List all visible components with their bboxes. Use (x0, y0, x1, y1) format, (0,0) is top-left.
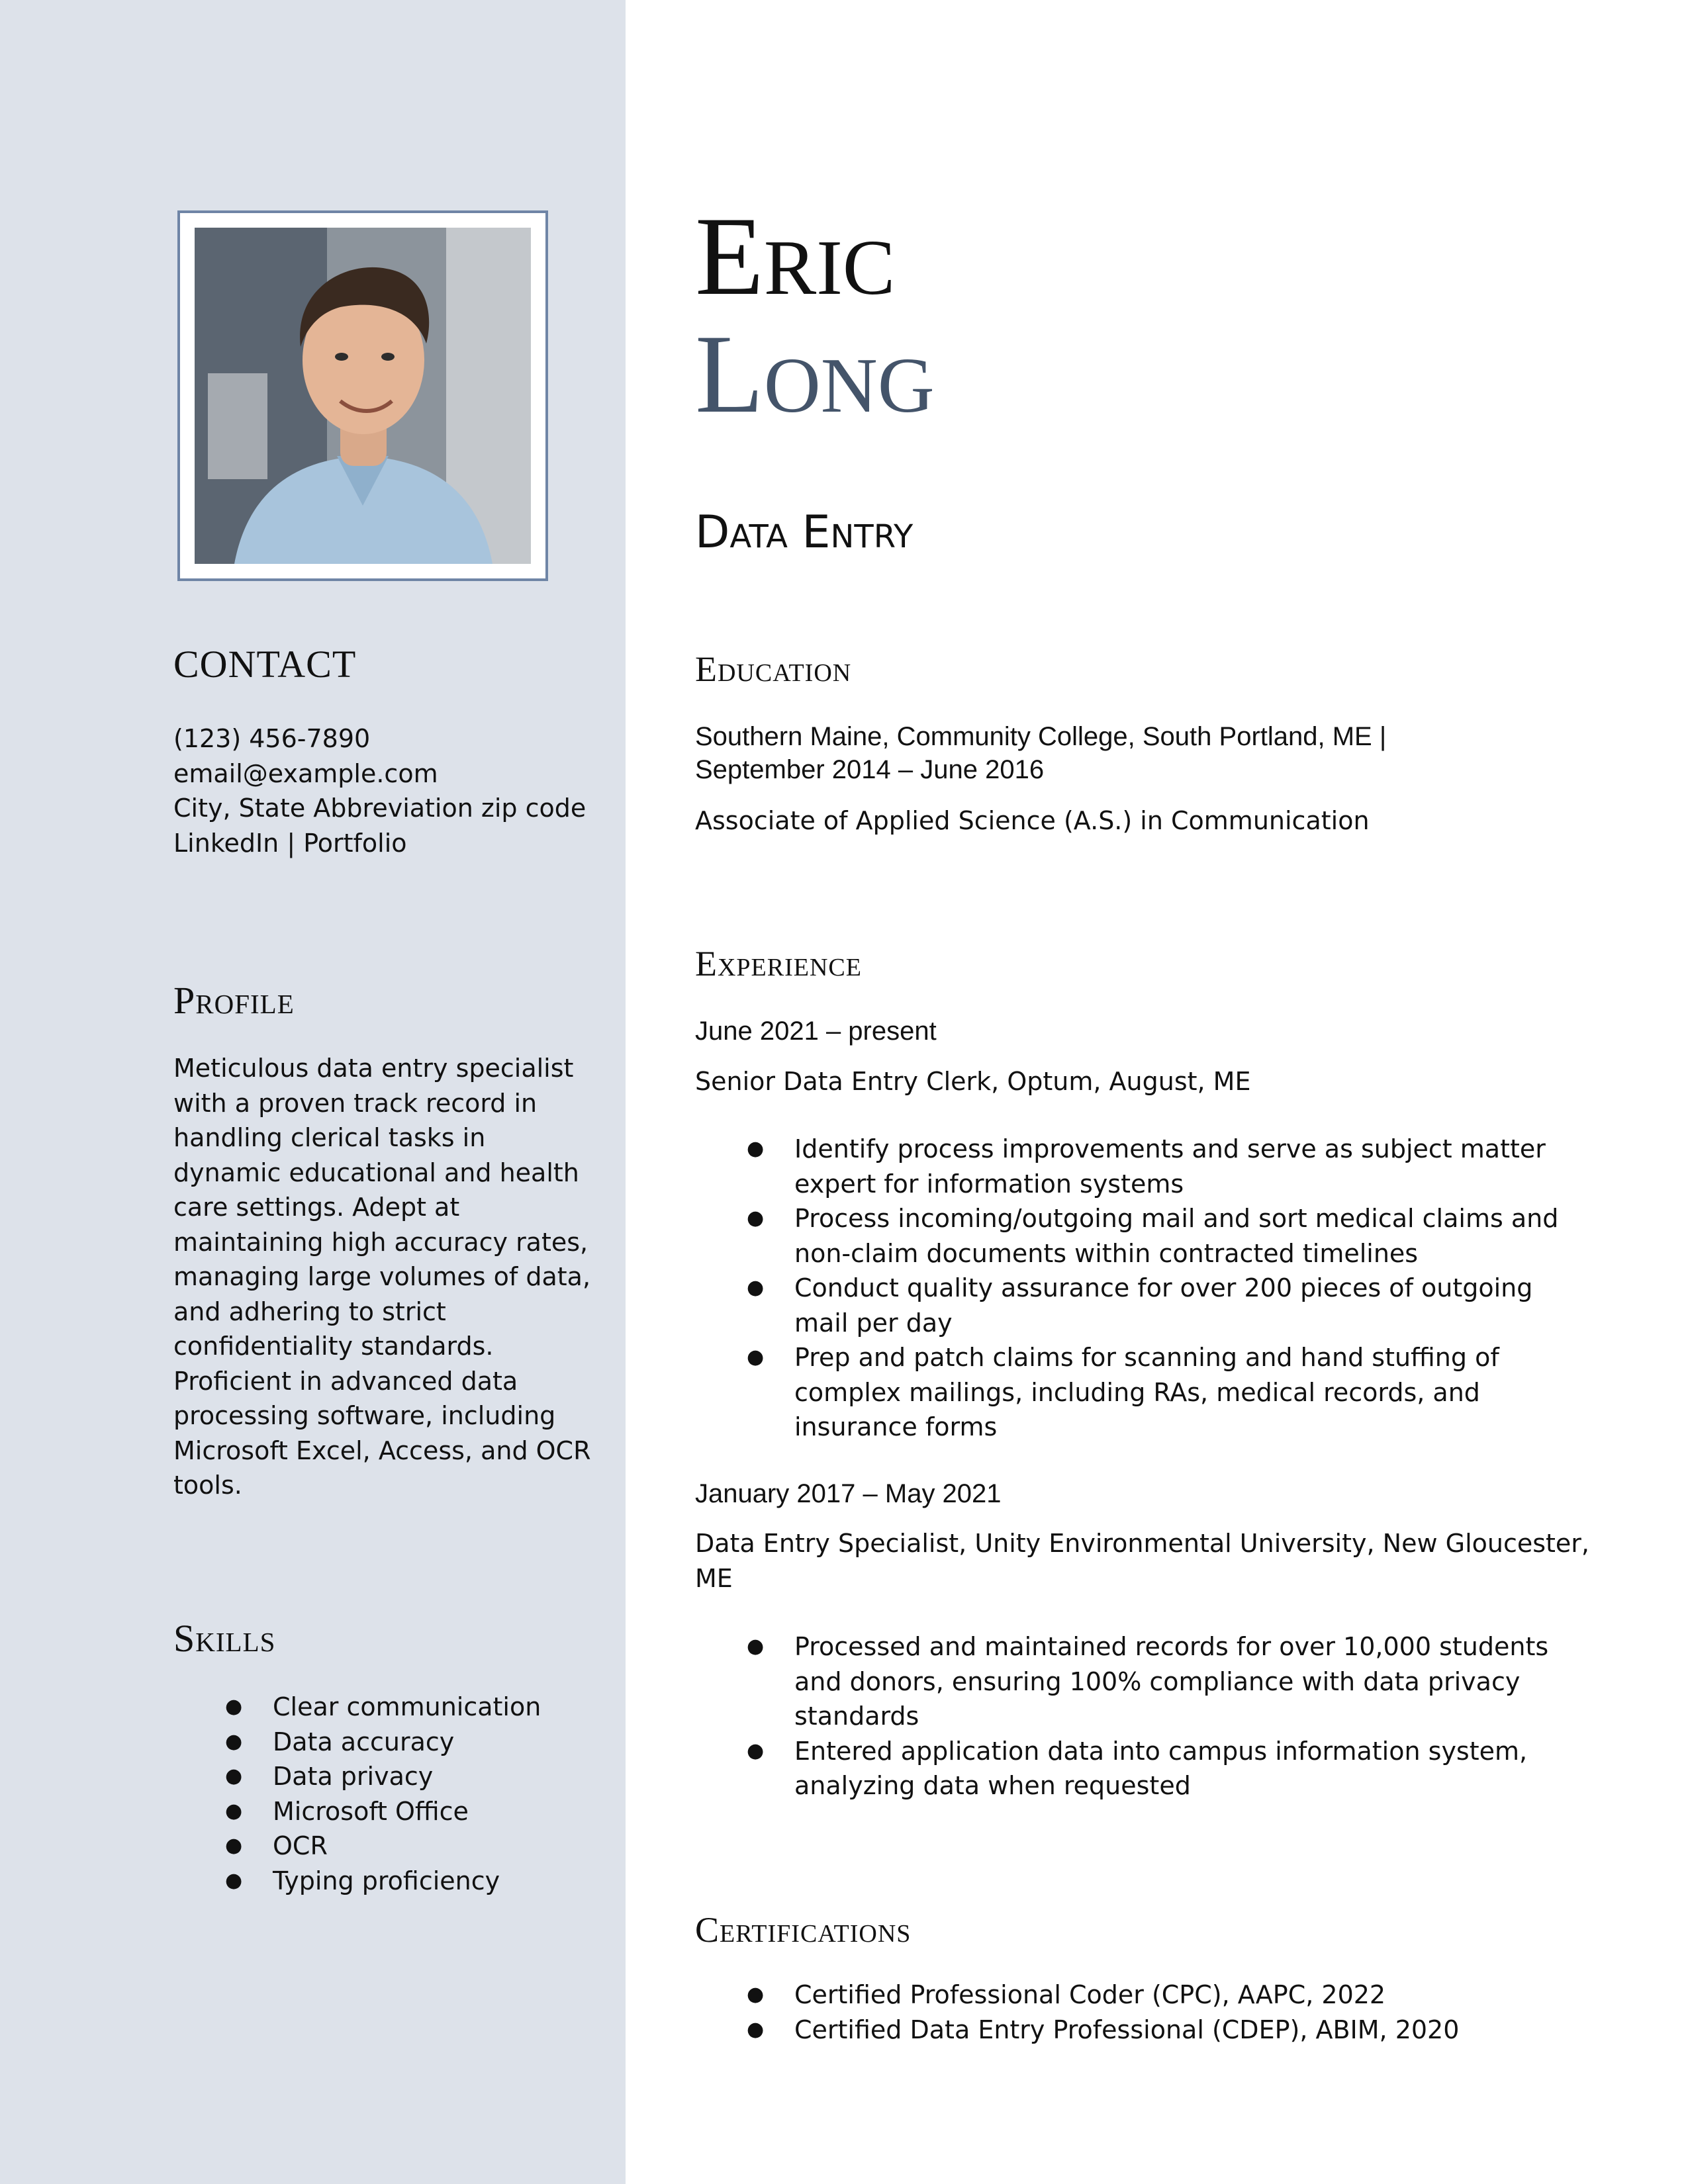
list-item (695, 1629, 1622, 1734)
job-title-line: ME (695, 1563, 733, 1593)
bullet-line: ● Process incoming/outgoing mail and sort medical claims and (794, 1204, 1559, 1233)
profile-line: handling clerical tasks in (173, 1123, 486, 1152)
profile-line: care settings. Adept at (173, 1193, 460, 1222)
job-dates: June 2021 – present (695, 1017, 937, 1046)
profile-heading: Profile (173, 979, 295, 1022)
bullet-line: ● Conduct quality assurance for over 200 pieces of outgoing (794, 1273, 1533, 1302)
bullet-line: ● Identify process improvements and serve as subject matter (794, 1134, 1546, 1163)
list-item (695, 1271, 1622, 1340)
list-item: ● Certified Data Entry Professional (CDEP), ABIM, 2020 (695, 2013, 1622, 2048)
contact-heading: CONTACT (173, 643, 357, 686)
job-dates: January 2017 – May 2021 (695, 1479, 1002, 1508)
bullet-line: non-claim documents within contracted timelines (794, 1238, 1419, 1268)
list-item (695, 1340, 1622, 1445)
education-degree: Associate of Applied Science (A.S.) in Communication (695, 806, 1370, 835)
contact-address: City, State Abbreviation zip code (173, 794, 586, 823)
profile-line: processing software, including (173, 1401, 556, 1430)
profile-summary (173, 1051, 591, 1503)
portrait-illustration (195, 228, 531, 564)
profile-line: with a proven track record in (173, 1088, 538, 1118)
list-item (695, 1734, 1622, 1803)
list-item: ● Data privacy (173, 1759, 584, 1794)
skills-heading: Skills (173, 1617, 276, 1660)
job-title-block (695, 1526, 1655, 1596)
education-heading: Education (695, 649, 852, 689)
list-item: ● OCR (173, 1829, 584, 1864)
experience-heading: Experience (695, 944, 862, 983)
bullet-line: ● Prep and patch claims for scanning and hand stuffing of (794, 1343, 1499, 1372)
bullet-line: mail per day (794, 1308, 953, 1338)
education-school-line: Southern Maine, Community College, South Portland, ME | (695, 722, 1387, 751)
list-item: ● Data accuracy (173, 1725, 584, 1760)
name-last: Long (695, 312, 935, 436)
education-dates: September 2014 – June 2016 (695, 755, 1045, 784)
contact-info (173, 721, 586, 860)
bullet-line: expert for information systems (794, 1169, 1184, 1199)
profile-line: Proficient in advanced data (173, 1366, 518, 1396)
job-title-line: Data Entry Specialist, Unity Environmental University, New Gloucester, (695, 1529, 1590, 1558)
job-title-line: Senior Data Entry Clerk, Optum, August, ME (695, 1067, 1251, 1096)
education-school (695, 720, 1622, 786)
job-bullets (695, 1629, 1622, 1803)
contact-phone: (123) 456-7890 (173, 724, 371, 753)
profile-line: confidentiality standards. (173, 1332, 494, 1361)
profile-line: managing large volumes of data, (173, 1262, 591, 1291)
list-item (695, 1132, 1622, 1201)
certifications-heading: Certifications (695, 1910, 912, 1950)
bullet-line: insurance forms (794, 1412, 998, 1441)
profile-line: tools. (173, 1471, 242, 1500)
skills-list (173, 1690, 584, 1898)
list-item: ● Microsoft Office (173, 1794, 584, 1829)
profile-photo (195, 228, 531, 564)
certifications-list (695, 1978, 1622, 2047)
profile-line: and adhering to strict (173, 1297, 446, 1326)
contact-links: LinkedIn | Portfolio (173, 828, 407, 858)
bullet-line: ● Entered application data into campus information system, (794, 1736, 1528, 1766)
list-item: ● Clear communication (173, 1690, 584, 1725)
profile-line: Meticulous data entry specialist (173, 1054, 574, 1083)
bullet-line: complex mailings, including RAs, medical records, and (794, 1377, 1480, 1407)
bullet-line: standards (794, 1702, 919, 1731)
bullet-line: and donors, ensuring 100% compliance with data privacy (794, 1666, 1521, 1696)
name-first: Eric (695, 194, 896, 318)
list-item (695, 1201, 1622, 1271)
profile-line: Microsoft Excel, Access, and OCR (173, 1435, 591, 1465)
job-title: Data Entry (695, 506, 914, 559)
job-bullets (695, 1132, 1622, 1445)
profile-photo-frame (177, 210, 548, 581)
contact-email: email@example.com (173, 758, 438, 788)
list-item: ● Typing proficiency (173, 1864, 584, 1899)
bullet-line: ● Processed and maintained records for over 10,000 students (794, 1632, 1549, 1661)
list-item: ● Certified Professional Coder (CPC), AAPC, 2022 (695, 1978, 1622, 2013)
profile-line: dynamic educational and health (173, 1158, 579, 1187)
profile-line: maintaining high accuracy rates, (173, 1227, 588, 1257)
bullet-line: analyzing data when requested (794, 1771, 1191, 1800)
